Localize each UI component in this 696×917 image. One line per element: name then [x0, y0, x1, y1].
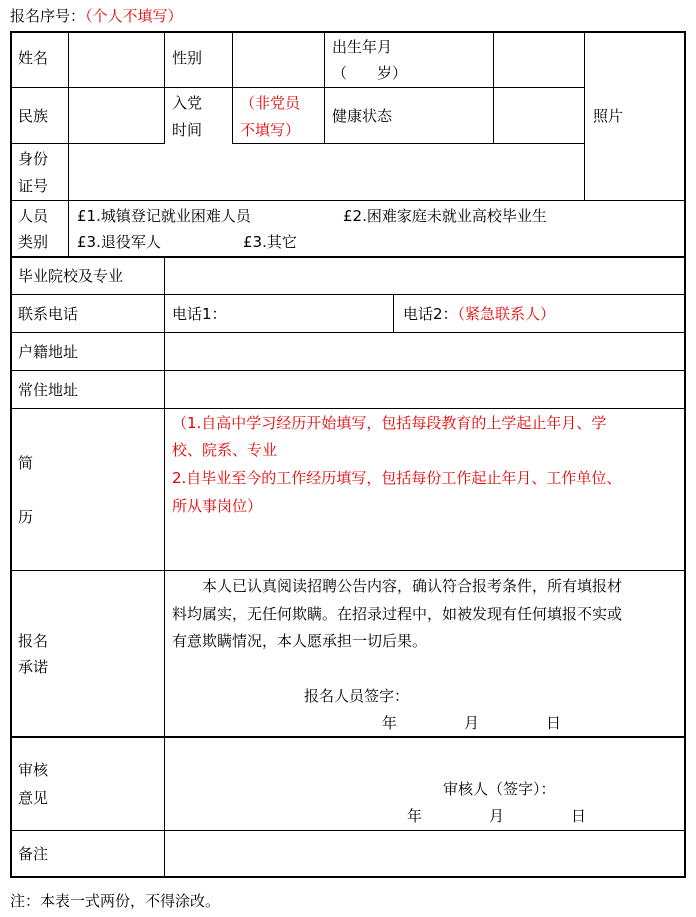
serial-number-note: （个人不填写） [85, 7, 183, 25]
resume-note-2b: 所从事岗位） [172, 497, 263, 515]
pledge-label-1: 报名 [18, 632, 49, 650]
birth-label: 出生年月 [332, 38, 393, 56]
phone2-text: 电话2： [403, 305, 458, 323]
phone2-label [403, 304, 555, 324]
ethnicity-label: 民族 [18, 107, 49, 125]
phone1-label: 电话1： [172, 305, 227, 323]
col-line-label [164, 257, 165, 877]
row-line-2b [232, 143, 584, 144]
table-border-bottom [10, 876, 686, 878]
category-label-1: 人员 [18, 207, 49, 225]
health-label: 健康状态 [332, 107, 393, 125]
residence-label: 常住地址 [18, 381, 79, 399]
col-line-gender [164, 31, 165, 144]
row-line-5 [10, 294, 686, 295]
review-label-2: 意见 [18, 789, 49, 807]
id-label-2: 证号 [18, 177, 49, 195]
pledge-label-2: 承诺 [18, 658, 49, 676]
name-label: 姓名 [18, 49, 49, 67]
row-line-4 [10, 256, 686, 258]
resume-note-2a: 2.自毕业至今的工作经历填写，包括每份工作起止年月、工作单位、 [172, 469, 622, 487]
category-option-4[interactable]: £3.其它 [243, 233, 297, 251]
resume-label-1: 简 [18, 454, 34, 472]
footer-note: 注：本表一式两份，不得涂改。 [10, 892, 221, 910]
col-line-birth [324, 31, 325, 144]
party-note-1: （非党员 [240, 94, 301, 112]
row-line-11 [10, 830, 686, 831]
id-label-1: 身份 [18, 150, 49, 168]
serial-number-text: 报名序号： [10, 7, 86, 25]
serial-number-label [10, 6, 183, 26]
review-month: 月 [489, 807, 505, 825]
review-day: 日 [571, 807, 587, 825]
category-option-2[interactable]: £2.困难家庭未就业高校毕业生 [343, 207, 547, 225]
pledge-month: 月 [464, 714, 480, 732]
review-year: 年 [407, 807, 423, 825]
row-line-8 [10, 408, 686, 409]
phone2-note: （紧急联系人） [457, 305, 556, 323]
pledge-year: 年 [382, 714, 398, 732]
row-line-10 [10, 736, 686, 738]
pledge-text-1: 本人已认真阅读招聘公告内容，确认符合报考条件，所有填报材 [202, 577, 623, 595]
pledge-text-3: 有意欺瞒情况，本人愿承担一切后果。 [172, 632, 428, 650]
col-line-birth-val [493, 31, 494, 144]
huji-label: 户籍地址 [18, 343, 79, 361]
resume-note-1b: 校、院系、专业 [172, 441, 278, 459]
col-line-gender-val [232, 31, 233, 144]
party-label-2: 时间 [172, 121, 203, 139]
age-hint: （ 岁） [332, 64, 408, 82]
phone-label: 联系电话 [18, 305, 79, 323]
table-border-left [10, 31, 12, 878]
category-option-3[interactable]: £3.退役军人 [77, 233, 161, 251]
reviewer-signature-label: 审核人（签字）： [443, 780, 556, 798]
photo-label: 照片 [593, 107, 624, 125]
row-line-9 [10, 570, 686, 571]
col-line-name [68, 31, 69, 257]
resume-label-2: 历 [18, 508, 34, 526]
row-line-2a [10, 143, 164, 144]
category-label-2: 类别 [18, 233, 49, 251]
col-line-phone [393, 294, 394, 333]
party-note-2: 不填写） [240, 121, 301, 139]
row-line-7 [10, 370, 686, 371]
row-line-1 [10, 87, 584, 88]
resume-note-1a: （1.自高中学习经历开始填写，包括每段教育的上学起止年月、学 [172, 414, 607, 432]
pledge-signature-label: 报名人员签字： [304, 687, 410, 705]
pledge-day: 日 [546, 714, 562, 732]
gender-label: 性别 [172, 49, 203, 67]
pledge-text-2: 料均属实，无任何欺瞒。在招录过程中，如被发现有任何填报不实或 [172, 605, 623, 623]
col-line-photo [584, 31, 585, 201]
table-border-right [684, 31, 686, 878]
remarks-label: 备注 [18, 845, 49, 863]
party-label-1: 入党 [172, 94, 203, 112]
row-line-6 [10, 332, 686, 333]
category-option-1[interactable]: £1.城镇登记就业困难人员 [77, 207, 251, 225]
school-label: 毕业院校及专业 [18, 267, 124, 285]
review-label-1: 审核 [18, 761, 49, 779]
